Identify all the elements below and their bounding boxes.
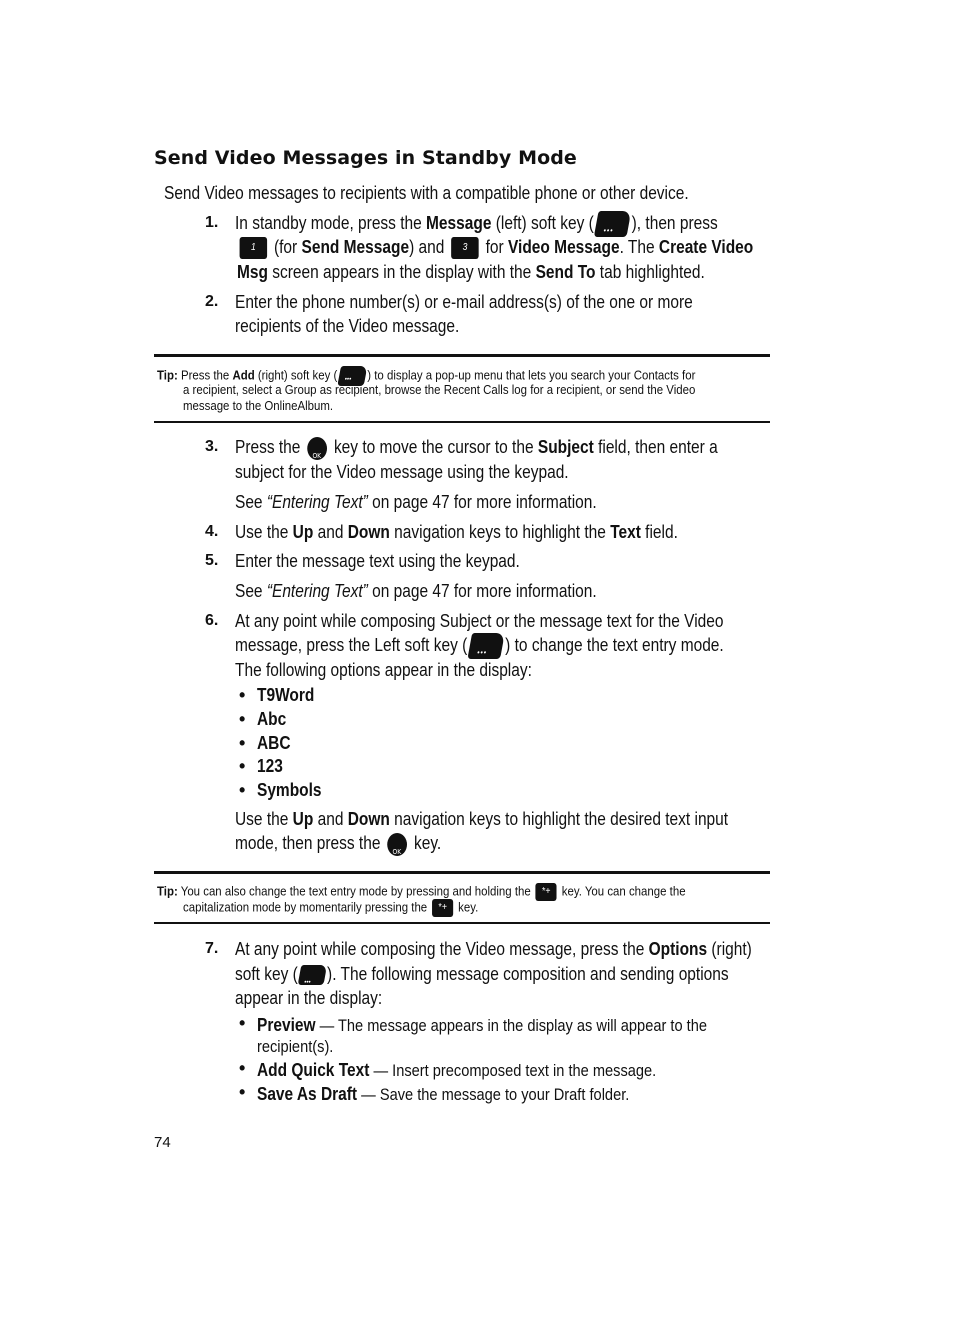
step-5-number: 5. xyxy=(205,552,219,569)
option-abc-caps: ABC xyxy=(257,733,291,753)
tip-bottom-rule xyxy=(154,922,770,924)
step-7-line-1: At any point while composing the Video message, press the Options (right) xyxy=(235,939,752,959)
option-t9word: T9Word xyxy=(257,685,315,705)
step-5-line-1: Enter the message text using the keypad. xyxy=(235,551,520,571)
option-abc: Abc xyxy=(257,709,287,729)
star-key-icon: *+ xyxy=(536,883,557,901)
entering-text-link[interactable]: “Entering Text” xyxy=(266,492,368,512)
right-soft-key-icon xyxy=(298,965,327,985)
option-preview: Preview — The message appears in the display as will appear to the xyxy=(257,1015,707,1035)
step-4-line-1: Use the Up and Down navigation keys to highlight the Text field. xyxy=(235,522,678,542)
step-2-number: 2. xyxy=(205,293,219,310)
bullet: • xyxy=(239,1058,246,1078)
step-3-number: 3. xyxy=(205,438,219,455)
tip-2-line-2: capitalization mode by momentarily pressing the *+ key. xyxy=(183,899,478,917)
step-6-number: 6. xyxy=(205,612,219,629)
bullet: • xyxy=(239,733,246,753)
step-7-line-3: appear in the display: xyxy=(235,988,383,1008)
tip-1-line-3: message to the OnlineAlbum. xyxy=(183,398,334,413)
step-6-after-1: Use the Up and Down navigation keys to highlight the desired text input xyxy=(235,809,729,829)
step-1-line-3: Msg screen appears in the display with the Send To tab highlighted. xyxy=(237,262,705,282)
left-soft-key-icon xyxy=(594,211,631,237)
step-6-line-3: The following options appear in the display: xyxy=(235,660,532,680)
intro-paragraph: Send Video messages to recipients with a compatible phone or other device. xyxy=(164,183,689,203)
step-1-line-2: 1 (for Send Message) and 3 for Video Message. The Create Video xyxy=(237,235,753,259)
option-preview-cont: recipient(s). xyxy=(257,1037,334,1056)
step-3-see: See “Entering Text” on page 47 for more information. xyxy=(235,492,597,512)
bullet: • xyxy=(239,780,246,800)
step-5-see: See “Entering Text” on page 47 for more information. xyxy=(235,581,597,601)
bullet: • xyxy=(239,1013,246,1033)
step-7-number: 7. xyxy=(205,940,219,957)
star-key-icon: *+ xyxy=(432,899,453,917)
key-3-icon: 3 xyxy=(451,237,479,259)
step-3-line-2: subject for the Video message using the keypad. xyxy=(235,462,569,482)
entering-text-link[interactable]: “Entering Text” xyxy=(266,581,368,601)
option-symbols: Symbols xyxy=(257,780,322,800)
step-1-number: 1. xyxy=(205,214,219,231)
tip-1-line-2: a recipient, select a Group as recipient, browse the Recent Calls log for a recipient, or send the Video xyxy=(183,382,696,397)
option-add-quick-text: Add Quick Text — Insert precomposed text in the message. xyxy=(257,1060,657,1080)
step-2-line-1: Enter the phone number(s) or e-mail address(s) of the one or more xyxy=(235,292,693,312)
tip-2-line-1: Tip: You can also change the text entry mode by pressing and holding the *+ key. You can change the xyxy=(157,883,686,901)
section-title: Send Video Messages in Standby Mode xyxy=(154,147,577,169)
bullet: • xyxy=(239,756,246,776)
tip-top-rule xyxy=(154,871,770,874)
key-1-icon: 1 xyxy=(240,237,268,259)
tip-bottom-rule xyxy=(154,421,770,423)
step-4-number: 4. xyxy=(205,523,219,540)
bullet: • xyxy=(239,1082,246,1102)
step-2-line-2: recipients of the Video message. xyxy=(235,316,460,336)
tip-top-rule xyxy=(154,354,770,357)
step-7-line-2: soft key (••• ). The following message composition and sending options xyxy=(235,962,729,986)
option-123: 123 xyxy=(257,756,283,776)
step-3-line-1: Press the OK key to move the cursor to the Subject field, then enter a xyxy=(235,435,718,460)
ok-key-icon xyxy=(307,437,327,460)
step-6-line-2: message, press the Left soft key (••• ) to change the text entry mode. xyxy=(235,633,724,659)
ok-key-icon xyxy=(387,833,407,856)
tip-1-line-1: Tip: Press the Add (right) soft key (••• ) to display a pop-up menu that lets you search your Contacts for xyxy=(157,366,695,386)
bullet: • xyxy=(239,709,246,729)
page-number: 74 xyxy=(154,1134,171,1151)
left-soft-key-icon xyxy=(468,633,505,659)
step-1-line-1: In standby mode, press the Message (left) soft key (••• ), then press xyxy=(235,211,718,237)
step-6-after-2: mode, then press the OK key. xyxy=(235,831,441,856)
option-save-as-draft: Save As Draft — Save the message to your Draft folder. xyxy=(257,1084,630,1104)
bullet: • xyxy=(239,685,246,705)
step-6-line-1: At any point while composing Subject or the message text for the Video xyxy=(235,611,724,631)
